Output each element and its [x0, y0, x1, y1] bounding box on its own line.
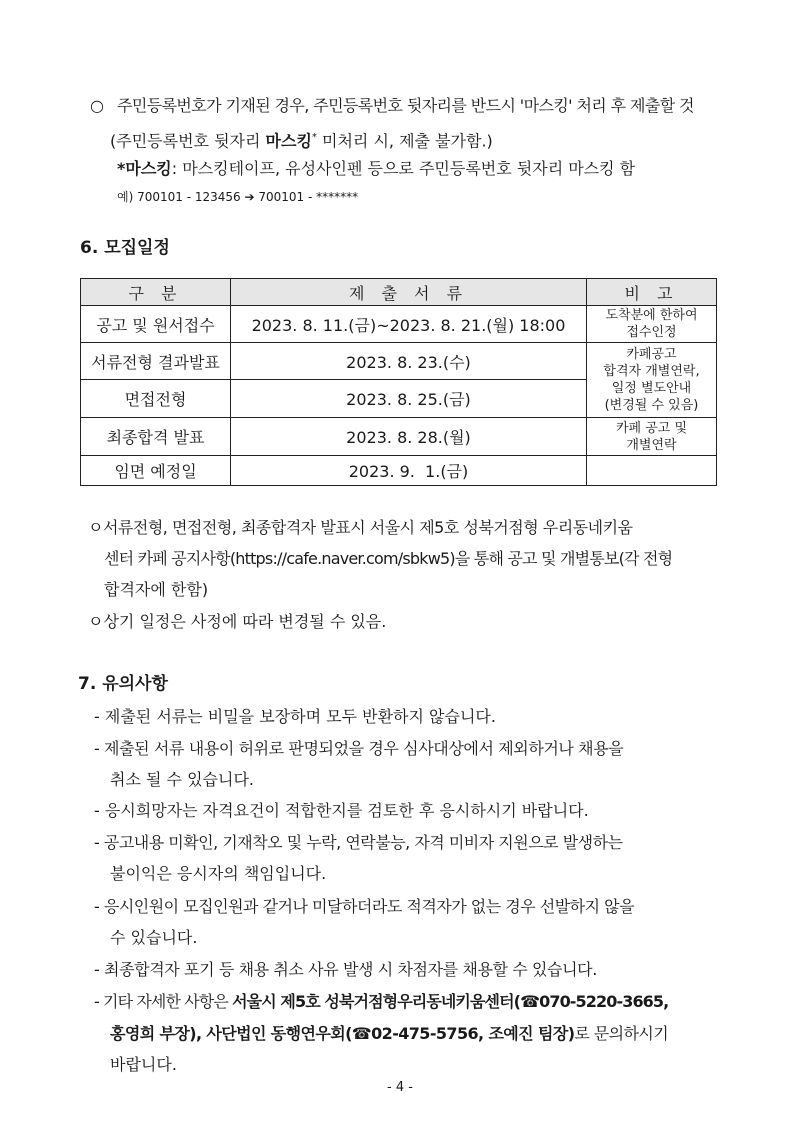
notice-item-5-line-2: 수 있습니다.: [110, 928, 198, 947]
row-remark: [587, 418, 717, 456]
row-category: 임면 예정일: [81, 456, 231, 486]
notice-line-2-text: (주민등록번호 뒷자리: [110, 131, 266, 151]
header-category: 구 분: [81, 279, 231, 306]
row-date: 2023. 8. 23.(수): [231, 343, 587, 380]
notice-line-1: 주민등록번호가 기재된 경우, 주민등록번호 뒷자리를 반드시 '마스킹' 처리 후 제출할 것: [117, 96, 694, 115]
notice-bullet: ○: [90, 96, 104, 115]
row-date: 2023. 8. 28.(월): [231, 418, 587, 456]
notice-item-4-line-2: 불이익은 응시자의 책임입니다.: [110, 864, 327, 883]
table-header-row: [81, 279, 717, 306]
header-documents: 제 출 서 류: [231, 279, 587, 306]
schedule-bullet-1-line-3: 합격자에 한함): [104, 580, 209, 599]
section-7-title: 7. 유의사항: [78, 674, 168, 694]
section-6-title: 6. 모집일정: [80, 238, 170, 258]
row-remark: [587, 306, 717, 343]
row-remark: [587, 343, 717, 418]
contact-prefix: - 기타 자세한 사항은: [94, 992, 233, 1011]
schedule-bullet-2: ㅇ상기 일정은 사정에 따라 변경될 수 있음.: [88, 612, 387, 631]
schedule-table: [80, 278, 717, 486]
remark-line: 개별연락: [626, 437, 677, 453]
schedule-bullet-1-line-1: ㅇ서류전형, 면접전형, 최종합격자 발표시 서울시 제5호 성북거점형 우리동네키움: [88, 518, 633, 537]
page-number: - 4 -: [387, 1080, 413, 1095]
notice-line-2-tail: 미처리 시, 제출 불가함.): [316, 131, 493, 151]
remark-line: 접수인정: [626, 325, 677, 340]
row-category: 최종합격 발표: [81, 418, 231, 456]
table-row: [81, 418, 717, 456]
row-date: 2023. 8. 25.(금): [231, 380, 587, 418]
masking-text: : 마스킹테이프, 유성사인펜 등으로 주민등록번호 뒷자리 마스킹 함: [171, 159, 636, 178]
remark-line: 합격자 개별연락,: [603, 364, 700, 379]
row-category: 면접전형: [81, 380, 231, 418]
notice-masking-bold: 마스킹: [265, 131, 312, 151]
masking-example: 예) 700101 - 123456 ➔ 700101 - *******: [117, 190, 359, 204]
notice-item-2-line-2: 취소 될 수 있습니다.: [110, 770, 254, 789]
notice-item-7-line-1: [94, 990, 668, 1014]
notice-item-4-line-1: - 공고내용 미확인, 기재착오 및 누락, 연락불능, 자격 미비자 지원으로 발생하는: [94, 833, 623, 852]
contact-center: 서울시 제5호 성북거점형우리동네키움센터(☎070-5220-3665,: [232, 992, 669, 1011]
row-date: 2023. 8. 11.(금)~2023. 8. 21.(월) 18:00: [231, 306, 587, 343]
table-row: [81, 306, 717, 343]
contact-association: 홍영희 부장), 사단법인 동행연우회(☎02-475-5756, 조예진 팀장): [110, 1024, 575, 1043]
contact-suffix: 로 문의하시기: [574, 1024, 669, 1043]
row-remark: [587, 456, 717, 486]
remark-line: (변경될 수 있음): [604, 398, 699, 413]
notice-item-7-line-3: 바랍니다.: [110, 1055, 177, 1074]
row-date: 2023. 9. 1.(금): [231, 456, 587, 486]
schedule-bullet-1-line-2: 센터 카페 공지사항(https://cafe.naver.com/sbkw5)을 통해 공고 및 개별통보(각 전형: [104, 549, 673, 568]
table-row: [81, 456, 717, 486]
notice-masking-sup: *: [311, 132, 317, 143]
masking-definition: [117, 157, 635, 181]
notice-item-1: - 제출된 서류는 비밀을 보장하며 모두 반환하지 않습니다.: [94, 707, 496, 726]
table-row: [81, 343, 717, 380]
notice-item-2-line-1: - 제출된 서류 내용이 허위로 판명되었을 경우 심사대상에서 제외하거나 채용을: [94, 739, 624, 758]
remark-line: 일정 별도안내: [611, 381, 692, 396]
row-category: 서류전형 결과발표: [81, 343, 231, 380]
notice-item-6: - 최종합격자 포기 등 채용 취소 사유 발생 시 차점자를 채용할 수 있습니다.: [94, 960, 597, 979]
header-remarks: 비 고: [587, 279, 717, 306]
row-category: 공고 및 원서접수: [81, 306, 231, 343]
masking-label: *마스킹: [117, 159, 172, 178]
notice-item-7-line-2: [110, 1022, 668, 1046]
remark-line: 카페공고: [626, 347, 677, 362]
notice-item-3: - 응시희망자는 자격요건이 적합한지를 검토한 후 응시하시기 바랍니다.: [94, 801, 589, 820]
notice-line-2: [110, 126, 493, 153]
remark-line: 카페 공고 및: [615, 420, 688, 436]
notice-item-5-line-1: - 응시인원이 모집인원과 같거나 미달하더라도 적격자가 없는 경우 선발하지 않을: [94, 897, 635, 916]
remark-line: 도착분에 한하여: [605, 308, 698, 323]
